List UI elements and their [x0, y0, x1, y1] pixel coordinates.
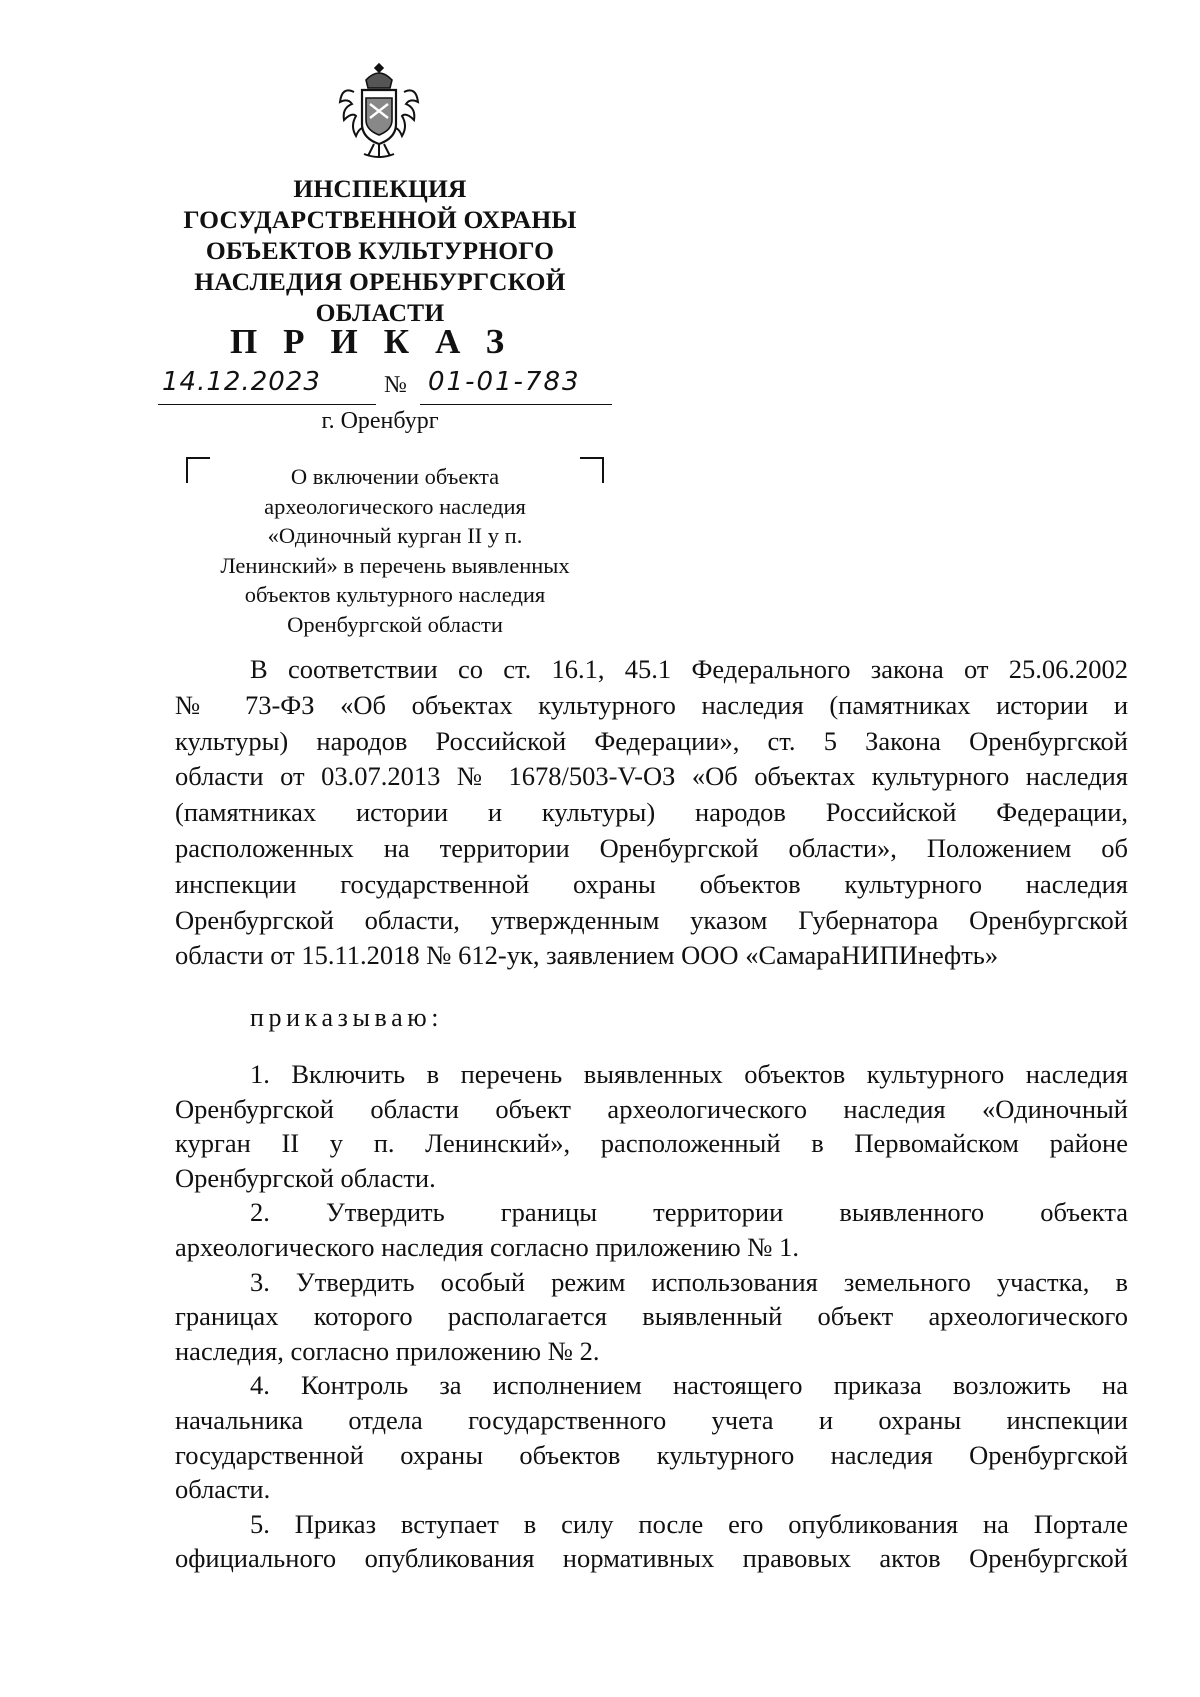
- org-line: НАСЛЕДИЯ ОРЕНБУРГСКОЙ: [194, 267, 566, 296]
- text-line: официального опубликования нормативных правовых актов Оренбургской: [175, 1543, 1128, 1574]
- text-line: 3. Утвердить особый режим использования земельного участка, в: [250, 1266, 1128, 1297]
- subject-line: Оренбургской области: [287, 611, 503, 637]
- subject-line: археологического наследия: [264, 493, 526, 519]
- order-item-4: [175, 1368, 1128, 1506]
- text-line: (памятниках истории и культуры) народов Российской Федерации,: [175, 797, 1128, 828]
- city: г. Оренбург: [321, 408, 439, 434]
- subject-line: объектов культурного наследия: [244, 582, 546, 607]
- text-line: № 73-ФЗ «Об объектах культурного наследия (памятниках истории и: [175, 689, 1128, 720]
- date-number-line: [150, 367, 610, 407]
- order-items: [175, 1057, 1128, 1576]
- order-word: приказываю:: [250, 1003, 444, 1032]
- subject-line: «Одиночный курган II у п.: [267, 523, 523, 548]
- text-line: 2. Утвердить границы территории выявленного объекта: [250, 1197, 1128, 1228]
- order-item-3: [175, 1265, 1128, 1369]
- order-item-1: [175, 1057, 1128, 1195]
- text-line: инспекции государственной охраны объектов культурного наследия: [175, 868, 1128, 899]
- subject-line: Ленинский» в перечень выявленных: [220, 552, 570, 578]
- number-sign: №: [384, 372, 407, 398]
- order-item-5: [175, 1507, 1128, 1576]
- handwritten-number: 01-01-783: [428, 367, 581, 397]
- text-line: государственной охраны объектов культурного наследия Оренбургской: [175, 1439, 1128, 1470]
- order-item-2: [175, 1195, 1128, 1264]
- org-line: ОБЛАСТИ: [315, 298, 445, 327]
- text-line: границах которого располагается выявленный объект археологического: [175, 1301, 1128, 1332]
- organization-name: [150, 173, 610, 328]
- text-line: области от 15.11.2018 № 612-ук, заявлением ООО «СамараНИПИнефть»: [175, 940, 999, 971]
- number-underline: [420, 404, 612, 405]
- date-underline: [158, 404, 376, 405]
- org-line: ОБЪЕКТОВ КУЛЬТУРНОГО: [205, 236, 555, 265]
- text-line: Оренбургской области.: [175, 1162, 436, 1193]
- subject-block: [180, 462, 610, 639]
- text-line: области от 03.07.2013 № 1678/503-V-ОЗ «Об объектах культурного наследия: [175, 761, 1128, 792]
- org-line: ГОСУДАРСТВЕННОЙ ОХРАНЫ: [183, 205, 577, 234]
- text-line: курган II у п. Ленинский», расположенный в Первомайском районе: [175, 1128, 1128, 1159]
- text-line: наследия, согласно приложению № 2.: [175, 1335, 600, 1366]
- text-line: Оренбургской области объект археологического наследия «Одиночный: [175, 1093, 1128, 1124]
- text-line: начальника отдела государственного учета и охраны инспекции: [175, 1404, 1128, 1435]
- subject-line: О включении объекта: [290, 464, 500, 489]
- handwritten-date: 14.12.2023: [162, 367, 321, 397]
- coat-of-arms-emblem-icon: [336, 58, 422, 162]
- document-type-title: ПРИКАЗ: [229, 322, 531, 361]
- preamble-paragraph: [175, 652, 1128, 974]
- org-line: ИНСПЕКЦИЯ: [293, 174, 467, 203]
- text-line: археологического наследия согласно приложению № 1.: [175, 1231, 800, 1262]
- text-line: 1. Включить в перечень выявленных объектов культурного наследия: [250, 1059, 1128, 1089]
- text-line: В соответствии со ст. 16.1, 45.1 Федерального закона от 25.06.2002: [250, 654, 1128, 684]
- text-line: 4. Контроль за исполнением настоящего приказа возложить на: [250, 1370, 1128, 1401]
- text-line: расположенных на территории Оренбургской области», Положением об: [175, 832, 1128, 863]
- text-line: области.: [175, 1474, 271, 1505]
- text-line: Оренбургской области, утвержденным указом Губернатора Оренбургской: [175, 904, 1128, 935]
- text-line: 5. Приказ вступает в силу после его опубликования на Портале: [250, 1508, 1128, 1539]
- text-line: культуры) народов Российской Федерации», ст. 5 Закона Оренбургской: [175, 725, 1128, 756]
